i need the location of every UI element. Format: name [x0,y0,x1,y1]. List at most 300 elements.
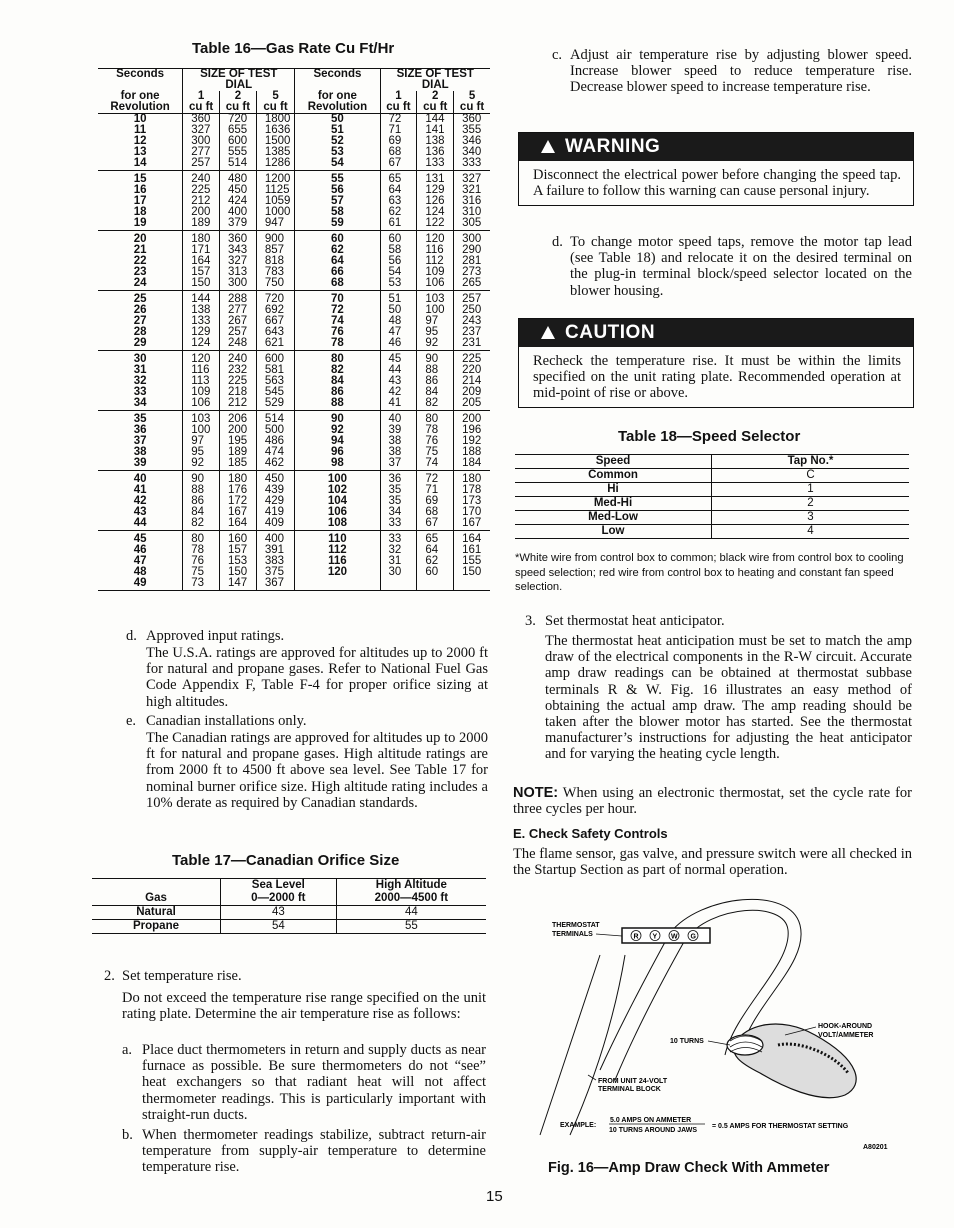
warning-header [519,133,913,161]
dial-1-cell: 72 [380,114,417,126]
dial-2-cell: 65 [417,531,454,546]
dial-1-cell: 53 [380,278,417,291]
dial-2-cell: 400 [220,207,257,218]
dial-1-cell: 327 [183,125,220,136]
dial-5-cell: 600 [256,351,294,366]
seconds-cell: 72 [295,305,380,316]
dial-2-cell: 84 [417,387,454,398]
seconds-cell: 28 [133,326,147,338]
dial-1-header: 1 [183,91,220,102]
dial-1-cell: 44 [380,365,417,376]
dial-5-cell: 621 [256,338,294,351]
seconds-cell: 30 [133,353,147,365]
dial-5-cell: 178 [454,485,490,496]
example-label: EXAMPLE: [560,1122,597,1129]
seconds-header-2: for one [120,90,160,102]
dial-5-cell: 290 [454,245,490,256]
seconds-cell: 23 [133,266,147,278]
tap-cell: 4 [712,525,910,539]
dial-2-cell: 120 [417,231,454,246]
seconds-cell: 70 [295,291,380,306]
item-b-body: When thermometer readings stabilize, subtract return-air temperature from supply-air temperature to determine temperature rise. [142,1127,486,1176]
tap-cell: 3 [712,511,910,525]
dial-2-cell: 232 [220,365,257,376]
dial-2-cell: 248 [220,338,257,351]
seconds-cell: 33 [133,386,147,398]
dial-2-cell: 195 [220,436,257,447]
dial-5-cell: 214 [454,376,490,387]
dial-1-cell: 129 [183,327,220,338]
gas-cell: Propane [92,920,221,934]
dial-1-cell: 33 [380,518,417,531]
dial-2-cell: 124 [417,207,454,218]
dial-1-cell: 76 [183,556,220,567]
seconds-cell: 39 [98,458,183,471]
seconds-cell: 60 [295,231,380,246]
dial-2-cell: 225 [220,376,257,387]
dial-2-cell: 88 [417,365,454,376]
seconds-header-2-right: for one [295,91,380,102]
unit-header: cu ft [454,102,490,114]
dial-2-cell: 555 [220,147,257,158]
dial-1-cell: 109 [183,387,220,398]
dial-1-cell: 46 [380,338,417,351]
seconds-cell: 47 [133,555,147,567]
dial-5-cell: 429 [256,496,294,507]
wire-outline [540,955,600,1135]
speed-cell: Hi [515,483,712,497]
item-a-body: Place duct thermometers in return and supply ducts as near furnace as possible. Be sure thermometers do not “see” heat exchangers so that radiant heat will not affect thermometer readings. This is particularly important with straight-run ducts. [142,1042,486,1123]
dial-5-cell: 857 [256,245,294,256]
dial-5-cell: 400 [256,531,294,546]
seconds-cell: 110 [295,531,380,546]
dial-1-cell: 257 [183,158,220,171]
seconds-cell: 42 [133,495,147,507]
dial-5-cell: 281 [454,256,490,267]
wire-outline [600,933,670,1070]
seconds-cell: 53 [295,147,380,158]
seconds-cell: 76 [295,327,380,338]
dial-1-cell: 35 [380,496,417,507]
seconds-cell: 96 [295,447,380,458]
dial-5-cell: 692 [256,305,294,316]
dial-2-cell: 92 [417,338,454,351]
dial-2-cell: 164 [220,518,257,531]
table-row [98,518,490,531]
seconds-cell: 19 [98,218,183,231]
caution-icon [541,326,555,339]
dial-1-cell: 84 [183,507,220,518]
seconds-cell: 68 [295,278,380,291]
example-result: = 0.5 AMPS FOR THERMOSTAT SETTING [712,1123,849,1130]
table-row [98,458,490,471]
dial-5-cell: 164 [454,531,490,546]
seconds-cell: 10 [133,113,147,125]
seconds-cell: 54 [295,158,380,171]
dial-2-cell: 141 [417,125,454,136]
dial-5-cell: 150 [454,567,490,578]
speed-cell: Low [515,525,712,539]
dial-1-cell: 45 [380,351,417,366]
seconds-cell: 52 [295,136,380,147]
dial-2-cell: 126 [417,196,454,207]
dial-1-cell: 36 [380,471,417,486]
seconds-cell: 45 [133,533,147,545]
table-row [98,291,490,306]
table-row [515,511,909,525]
seconds-cell: 56 [295,185,380,196]
high-altitude-header-line1: High Altitude [375,879,447,891]
unit-header: cu ft [256,102,294,114]
item-c-body: Adjust air temperature rise by adjusting blower speed. Increase blower speed to reduce temperature rise. Decrease blower speed to increase temperature rise. [570,47,912,96]
dial-1-cell: 43 [380,376,417,387]
dial-1-cell: 240 [183,171,220,186]
dial-5-cell: 462 [256,458,294,471]
seconds-cell: 36 [133,424,147,436]
dial-5-cell: 316 [454,196,490,207]
terminal-g-label: G [690,933,696,941]
dial-5-cell: 188 [454,447,490,458]
dial-5-cell: 321 [454,185,490,196]
dial-5-cell: 900 [256,231,294,246]
dial-1-cell: 86 [183,496,220,507]
dial-5-cell: 667 [256,316,294,327]
seconds-cell: 15 [133,173,147,185]
dial-1-cell: 40 [380,411,417,426]
dial-1-cell: 133 [183,316,220,327]
dial-1-cell: 62 [380,207,417,218]
dial-5-cell: 1286 [256,158,294,171]
dial-1-cell: 225 [183,185,220,196]
dial-5-cell: 720 [256,291,294,306]
table17-title: Table 17—Canadian Orifice Size [172,852,400,869]
seconds-cell: 84 [295,376,380,387]
dial-5-cell: 310 [454,207,490,218]
dial-1-cell: 31 [380,556,417,567]
seconds-cell: 102 [295,485,380,496]
seconds-header-1: Seconds [98,69,183,92]
seconds-cell: 17 [133,195,147,207]
seconds-cell: 106 [295,507,380,518]
dial-2-cell: 277 [220,305,257,316]
dial-1-header-right: 1 [380,91,417,102]
item-d-label: d. [126,628,137,644]
seconds-cell: 74 [295,316,380,327]
dial-2-cell: 720 [220,114,257,126]
thermostat-label-2: TERMINALS [552,931,593,938]
gas-rate-table-body [98,114,490,591]
dial-2-cell: 64 [417,545,454,556]
seconds-cell: 66 [295,267,380,278]
note-label: NOTE: [513,785,559,801]
amp-draw-figure [530,895,910,1155]
dial-5-cell: 1125 [256,185,294,196]
dial-2-cell: 95 [417,327,454,338]
dial-2-cell: 138 [417,136,454,147]
table-row [98,471,490,486]
dial-1-cell: 71 [380,125,417,136]
seconds-cell: 55 [295,171,380,186]
warning-header-text: WARNING [565,136,661,157]
seconds-cell: 112 [295,545,380,556]
dial-1-cell: 300 [183,136,220,147]
dial-1-cell: 30 [380,567,417,578]
gas-header: Gas [92,879,221,906]
dial-2-cell: 600 [220,136,257,147]
dial-2-cell: 136 [417,147,454,158]
dial-2-cell [417,578,454,591]
table-row [98,351,490,366]
dial-2-cell: 82 [417,398,454,411]
dial-2-cell: 212 [220,398,257,411]
page-number: 15 [486,1188,503,1205]
dial-2-cell: 69 [417,496,454,507]
sea-level-cell: 54 [221,920,337,934]
table-row [98,231,490,246]
seconds-cell: 32 [133,375,147,387]
dial-2-cell: 176 [220,485,257,496]
dial-1-cell: 35 [380,485,417,496]
dial-2-cell: 86 [417,376,454,387]
seconds-cell: 49 [98,578,183,591]
seconds-cell: 31 [133,364,147,376]
dial-1-cell: 97 [183,436,220,447]
dial-1-cell: 88 [183,485,220,496]
dial-2-cell: 144 [417,114,454,126]
dial-2-cell: 180 [220,471,257,486]
speed-selector-table [515,454,909,539]
dial-5-cell: 220 [454,365,490,376]
section-e-heading: E. Check Safety Controls [513,826,668,841]
seconds-cell: 100 [295,471,380,486]
table-row [98,398,490,411]
dial-1-cell: 56 [380,256,417,267]
dial-1-cell: 157 [183,267,220,278]
seconds-cell: 34 [98,398,183,411]
dial-2-cell: 150 [220,567,257,578]
dial-1-cell: 212 [183,196,220,207]
dial-5-cell: 409 [256,518,294,531]
dial-2-cell: 71 [417,485,454,496]
dial-5-cell: 383 [256,556,294,567]
dial-1-cell: 41 [380,398,417,411]
dial-2-cell: 90 [417,351,454,366]
dial-1-cell: 50 [380,305,417,316]
high-altitude-header-line2: 2000—4500 ft [374,892,449,904]
seconds-cell: 51 [295,125,380,136]
dial-1-cell: 60 [380,231,417,246]
dial-5-cell: 173 [454,496,490,507]
dial-2-cell: 75 [417,447,454,458]
dial-5-cell: 818 [256,256,294,267]
dial-1-cell: 100 [183,425,220,436]
dial-5-cell: 1385 [256,147,294,158]
note-body: When using an electronic thermostat, set the cycle rate for three cycles per hour. [513,785,912,818]
dial-5-cell: 514 [256,411,294,426]
dial-1-cell: 116 [183,365,220,376]
dial-5-cell: 360 [454,114,490,126]
seconds-cell: 78 [295,338,380,351]
dial-1-cell: 64 [380,185,417,196]
table-row [92,920,486,934]
seconds-cell: 12 [133,135,147,147]
wire-outline [615,940,685,1080]
warning-body: Disconnect the electrical power before changing the speed tap. A failure to follow this warning can cause personal injury. [533,167,901,199]
dial-2-cell: 257 [220,327,257,338]
from-label-2: TERMINAL BLOCK [598,1086,661,1093]
speed-cell: Med-Hi [515,497,712,511]
dial-2-cell: 116 [417,245,454,256]
table-row [515,497,909,511]
dial-2-cell: 153 [220,556,257,567]
seconds-cell: 98 [295,458,380,471]
dial-2-cell: 189 [220,447,257,458]
seconds-cell: 116 [295,556,380,567]
from-label-1: FROM UNIT 24-VOLT [598,1078,668,1085]
step-3-body: The thermostat heat anticipation must be set to match the amp draw of the electrical components in the R-W circuit. Accurate amp draw readings can be obtained at thermostat subbase terminals R & W. Fig. 16 illustrates an easy method of obtaining the actual amp draw. The amp reading should be taken after the blower motor has started. See the thermostat manufacturer’s instructions for adjusting the heat anticipator and for varying the heating cycle length. [545,633,912,763]
dial-1-cell: 90 [183,471,220,486]
dial-5-cell: 333 [454,158,490,171]
table-row [98,411,490,426]
dial-1-cell: 34 [380,507,417,518]
dial-2-cell: 327 [220,256,257,267]
dial-1-cell: 47 [380,327,417,338]
dial-2-cell: 97 [417,316,454,327]
dial-5-cell: 486 [256,436,294,447]
table-row [98,531,490,546]
seconds-cell: 57 [295,196,380,207]
table-row [98,567,490,578]
item-d-right-body: To change motor speed taps, remove the motor tap lead (see Table 18) and relocate it on the desired terminal on the plug-in terminal block/speed selector located on the blower housing. [570,234,912,299]
canadian-orifice-table [92,878,486,934]
dial-5-cell: 205 [454,398,490,411]
unit-header: cu ft [417,102,454,114]
dial-2-cell: 133 [417,158,454,171]
seconds-cell: 82 [295,365,380,376]
seconds-cell: 94 [295,436,380,447]
dial-1-cell: 51 [380,291,417,306]
dial-1-cell: 180 [183,231,220,246]
terminal-r-label: R [633,933,639,941]
dial-1-cell: 68 [380,147,417,158]
warning-box [518,132,914,206]
table-row [98,171,490,186]
dial-2-cell: 240 [220,351,257,366]
seconds-cell: 50 [295,114,380,126]
terminal-w-label: W [671,933,678,941]
step-3-label: 3. [525,613,536,629]
section-e-body: The flame sensor, gas valve, and pressure switch were all checked in the Startup Section as part of normal operation. [513,846,912,879]
dial-5-cell: 581 [256,365,294,376]
dial-1-cell: 54 [380,267,417,278]
high-altitude-cell: 55 [336,920,486,934]
dial-1-cell: 360 [183,114,220,126]
table-row [515,469,909,483]
tap-cell: 1 [712,483,910,497]
dial-5-cell: 783 [256,267,294,278]
turns-label: 10 TURNS [670,1038,704,1045]
table-row [98,218,490,231]
dial-2-cell: 100 [417,305,454,316]
dial-1-cell: 58 [380,245,417,256]
dial-5-cell: 450 [256,471,294,486]
dial-1-cell: 144 [183,291,220,306]
dial-5-cell: 529 [256,398,294,411]
seconds-cell: 41 [133,484,147,496]
speed-header: Speed [515,455,712,469]
seconds-cell: 64 [295,256,380,267]
dial-1-cell: 65 [380,171,417,186]
high-altitude-cell: 44 [336,906,486,920]
seconds-cell: 104 [295,496,380,507]
dial-1-cell: 92 [183,458,220,471]
table-row [98,278,490,291]
seconds-cell: 46 [133,544,147,556]
dial-5-cell: 439 [256,485,294,496]
dial-1-cell: 63 [380,196,417,207]
dial-5-cell: 170 [454,507,490,518]
dial-2-cell: 112 [417,256,454,267]
item-d-body: The U.S.A. ratings are approved for altitudes up to 2000 ft for natural and propane gases. Refer to National Fuel Gas Code Appendix F, Table F-4 for proper orifice sizing at high altitudes. [146,645,488,710]
dial-2-cell: 60 [417,567,454,578]
dial-5-cell: 1200 [256,171,294,186]
seconds-cell: 18 [133,206,147,218]
table-row [92,906,486,920]
seconds-cell: 92 [295,425,380,436]
figure-caption: Fig. 16—Amp Draw Check With Ammeter [548,1160,830,1176]
gas-rate-table [98,68,490,591]
seconds-cell: 29 [98,338,183,351]
dial-5-cell: 300 [454,231,490,246]
dial-5-cell [454,578,490,591]
dial-5-cell: 1059 [256,196,294,207]
dial-2-cell: 72 [417,471,454,486]
dial-5-cell: 367 [256,578,294,591]
seconds-cell: 26 [133,304,147,316]
dial-5-cell: 474 [256,447,294,458]
dial-2-cell: 424 [220,196,257,207]
seconds-cell: 13 [133,146,147,158]
dial-1-cell: 33 [380,531,417,546]
dial-2-cell: 360 [220,231,257,246]
dial-5-cell: 167 [454,518,490,531]
dial-5-header: 5 [256,91,294,102]
dial-2-cell: 206 [220,411,257,426]
seconds-cell: 35 [133,413,147,425]
dial-5-cell: 192 [454,436,490,447]
dial-5-cell: 327 [454,171,490,186]
caution-box [518,318,914,408]
dial-2-cell: 167 [220,507,257,518]
dial-1-cell: 80 [183,531,220,546]
dial-5-cell: 265 [454,278,490,291]
dial-1-cell: 150 [183,278,220,291]
wire-outline [570,955,625,1135]
note-paragraph [513,785,912,817]
dial-2-cell: 74 [417,458,454,471]
dial-2-cell: 172 [220,496,257,507]
dial-2-cell: 78 [417,425,454,436]
dial-2-cell: 343 [220,245,257,256]
dial-5-cell: 355 [454,125,490,136]
dial-1-cell: 164 [183,256,220,267]
speed-cell: Common [515,469,712,483]
tap-cell: 2 [712,497,910,511]
dial-5-cell: 1000 [256,207,294,218]
dial-1-cell: 48 [380,316,417,327]
seconds-cell: 43 [133,506,147,518]
dial-5-cell: 545 [256,387,294,398]
